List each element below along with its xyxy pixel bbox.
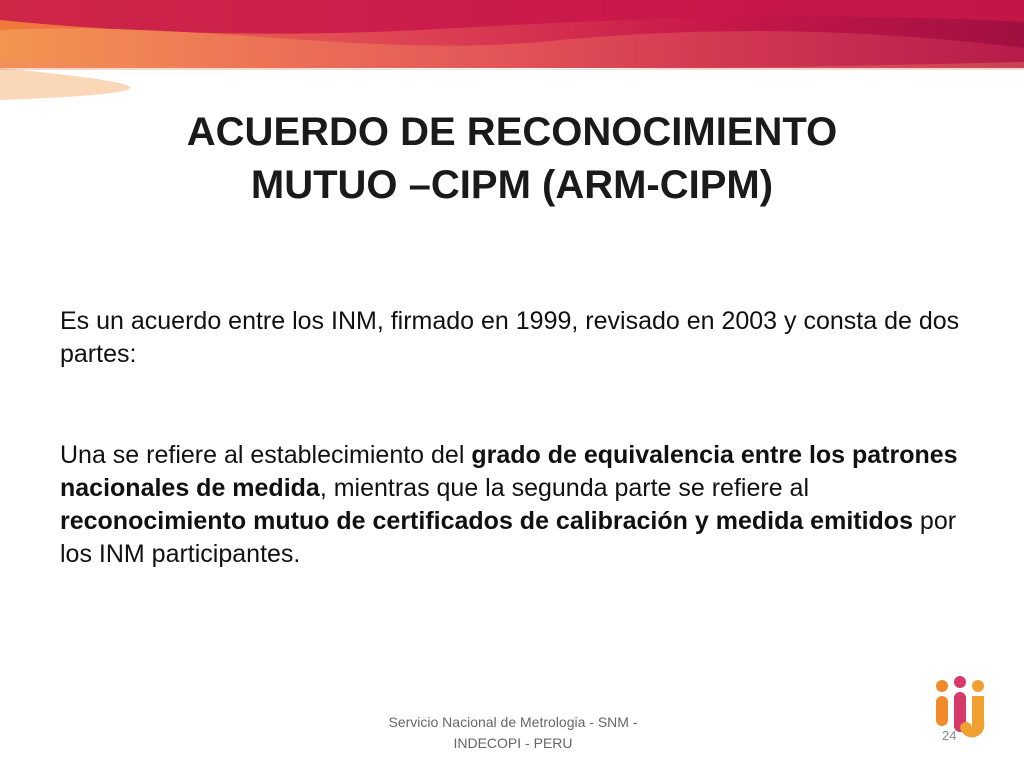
paragraph-details [60, 439, 980, 571]
slide-footer [340, 712, 686, 754]
slide-title [0, 106, 1024, 212]
people-figures-logo-icon [928, 672, 992, 748]
title-line-1: ACUERDO DE RECONOCIMIENTO [186, 110, 838, 154]
paragraph-intro: Es un acuerdo entre los INM, firmado en 1999, revisado en 2003 y consta de dos partes: [60, 307, 960, 368]
paragraph-bold-1: grado de equivalencia entre los patrones nacionales de medida [60, 441, 958, 502]
paragraph-text-2: , mientras que la segunda parte se refiere al [319, 474, 810, 502]
paragraph-text-3: por los INM participantes. [60, 507, 957, 568]
page-number: 24 [942, 728, 957, 743]
footer-line-1: Servicio Nacional de Metrologia - SNM - [388, 714, 638, 730]
header-decoration-band [0, 0, 1024, 100]
footer-line-2: INDECOPI - PERU [453, 735, 573, 751]
paragraph-text-1: Una se refiere al establecimiento del [60, 441, 472, 469]
title-line-2: MUTUO –CIPM (ARM-CIPM) [250, 163, 774, 207]
paragraph-bold-2: reconocimiento mutuo de certificados de calibración y medida emitidos [60, 507, 913, 535]
